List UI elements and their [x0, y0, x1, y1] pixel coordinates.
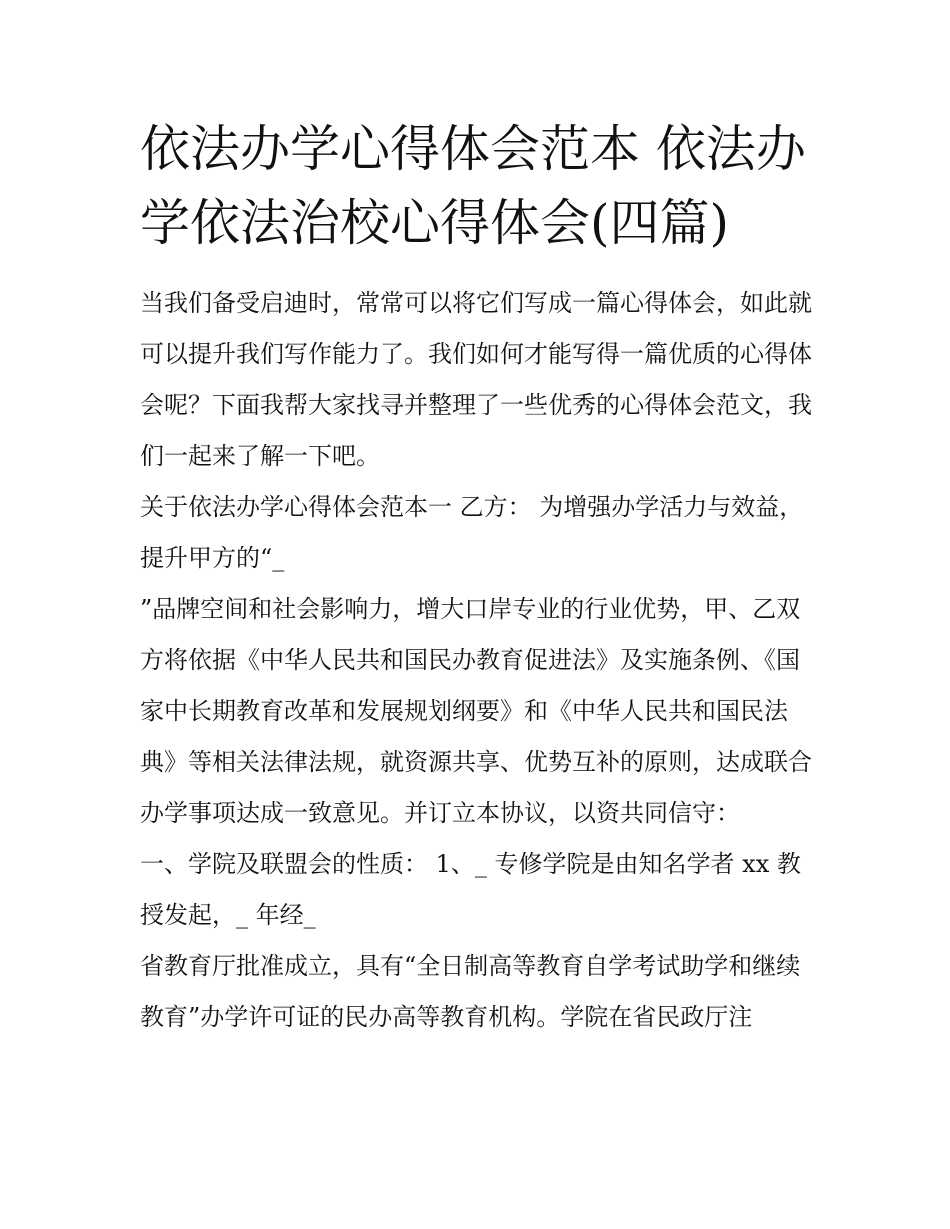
document-title: 依法办学心得体会范本 依法办学依法治校心得体会(四篇) [140, 120, 806, 252]
paragraph-section-one: 一、学院及联盟会的性质： 1、_ 专修学院是由知名学者 xx 教授发起，_ 年经_ [140, 850, 801, 929]
paragraph-intro: 当我们备受启迪时，常常可以将它们写成一篇心得体会，如此就可以提升我们写作能力了。我们如何才能写得一篇优质的心得体会呢？下面我帮大家找寻并整理了一些优秀的心得体会范文，我们一起来了解一下吧。 [140, 289, 812, 470]
paragraph-sample-one-intro: 关于依法办学心得体会范本一 乙方： 为增强办学活力与效益，提升甲方的“_ [140, 493, 804, 572]
document-body [140, 278, 820, 1043]
paragraph-institution: 省教育厅批准成立，具有“全日制高等教育自学考试助学和继续教育”办学许可证的民办高等教育机构。学院在省民政厅注 [140, 952, 801, 1031]
paragraph-legal-basis: ”品牌空间和社会影响力，增大口岸专业的行业优势，甲、乙双方将依据《中华人民共和国民办教育促进法》及实施条例、《国家中长期教育改革和发展规划纲要》和《中华人民共和国民法典》等相关法律法规，就资源共享、优势互补的原则，达成联合办学事项达成一致意见。并订立本协议，以资共同信守： [140, 595, 812, 827]
